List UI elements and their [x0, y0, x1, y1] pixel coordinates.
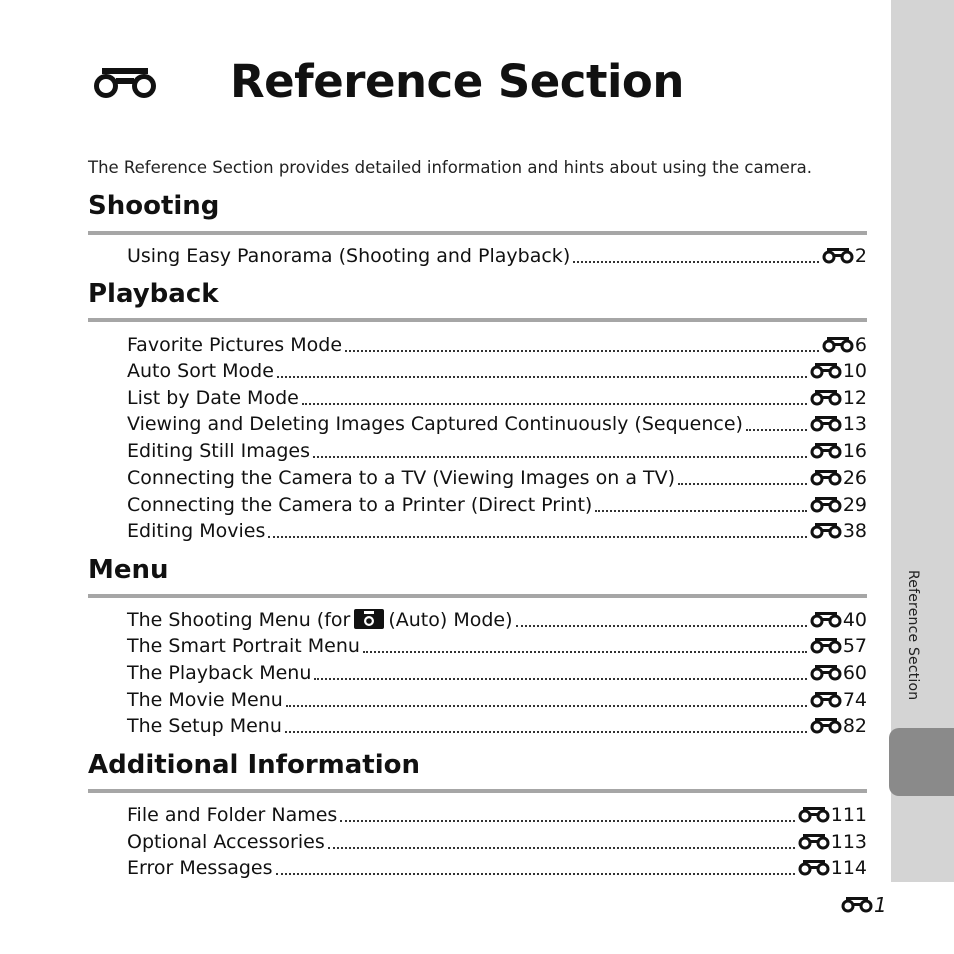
dot-leader [276, 872, 795, 875]
section-rule [88, 594, 867, 598]
section-heading-shooting: Shooting [88, 191, 220, 221]
toc-page-ref [810, 687, 867, 713]
toc-entry[interactable] [127, 660, 867, 686]
section-rule [88, 789, 867, 793]
reference-binoculars-icon [810, 637, 842, 655]
section-heading-playback: Playback [88, 279, 219, 309]
toc-page-number: 12 [842, 387, 867, 409]
reference-binoculars-icon [822, 336, 854, 354]
reference-binoculars-icon [810, 611, 842, 629]
toc-entry-label: List by Date Mode [127, 387, 299, 409]
toc-entry[interactable] [127, 633, 867, 659]
dot-leader [277, 375, 807, 378]
reference-binoculars-icon [798, 806, 830, 824]
binoculars-icon [90, 66, 160, 100]
reference-binoculars-icon [810, 442, 842, 460]
toc-entry-label-before: The Shooting Menu (for [127, 609, 351, 631]
toc-page-ref [810, 438, 867, 464]
toc-entry-label: The Playback Menu [127, 662, 312, 684]
dot-leader [313, 455, 807, 458]
dot-leader [573, 260, 819, 263]
toc-page-ref [810, 411, 867, 437]
section-heading-menu: Menu [88, 555, 169, 585]
dot-leader [268, 535, 806, 538]
toc-entry[interactable] [127, 607, 867, 633]
toc-page-ref [798, 802, 867, 828]
toc-page-ref [798, 829, 867, 855]
toc-page-ref [810, 358, 867, 384]
reference-binoculars-icon [822, 247, 854, 265]
toc-entry-label [127, 607, 513, 633]
toc-page-number: 60 [842, 662, 867, 684]
toc-page-number: 16 [842, 440, 867, 462]
toc-page-number: 13 [842, 413, 867, 435]
toc-entry[interactable] [127, 411, 867, 437]
toc-entry[interactable] [127, 438, 867, 464]
reference-binoculars-icon [810, 522, 842, 540]
toc-entry-label: The Setup Menu [127, 715, 282, 737]
toc-entry-label: The Movie Menu [127, 689, 283, 711]
intro-text: The Reference Section provides detailed information and hints about using the camera. [88, 158, 812, 177]
reference-binoculars-icon [810, 389, 842, 407]
toc-entry[interactable] [127, 829, 867, 855]
reference-binoculars-icon [798, 859, 830, 877]
page-number [840, 893, 887, 917]
toc-entry[interactable] [127, 687, 867, 713]
dot-leader [314, 677, 806, 680]
reference-binoculars-icon [810, 496, 842, 514]
toc-page-ref [810, 518, 867, 544]
toc-entry[interactable] [127, 855, 867, 881]
toc-entry-label: Error Messages [127, 857, 273, 879]
toc-page-number: 82 [842, 715, 867, 737]
toc-page-number: 111 [830, 804, 867, 826]
toc-entry[interactable] [127, 802, 867, 828]
toc-entry[interactable] [127, 243, 867, 269]
toc-page-ref [810, 465, 867, 491]
toc-entry-label: Using Easy Panorama (Shooting and Playback) [127, 245, 571, 267]
toc-entry[interactable] [127, 332, 867, 358]
toc-entry[interactable] [127, 492, 867, 518]
toc-page-number: 29 [842, 494, 867, 516]
dot-leader [363, 650, 807, 653]
reference-binoculars-icon [810, 362, 842, 380]
toc-entry[interactable] [127, 385, 867, 411]
dot-leader [746, 428, 807, 431]
toc-entry-label: Editing Still Images [127, 440, 311, 462]
side-tab-label: Reference Section [905, 570, 921, 701]
toc-page-ref [810, 385, 867, 411]
toc-page-ref [810, 492, 867, 518]
toc-entry-label: Viewing and Deleting Images Captured Continuously (Sequence) [127, 413, 743, 435]
reference-binoculars-icon [840, 896, 874, 914]
reference-binoculars-icon [810, 469, 842, 487]
toc-entry-label: Favorite Pictures Mode [127, 334, 343, 356]
dot-leader [340, 819, 794, 822]
toc-entry-label: Connecting the Camera to a TV (Viewing Images on a TV) [127, 467, 676, 489]
toc-page-number: 26 [842, 467, 867, 489]
toc-entry[interactable] [127, 518, 867, 544]
dot-leader [516, 624, 807, 627]
dot-leader [328, 846, 795, 849]
camera-auto-mode-icon [354, 609, 384, 629]
page-number-value: 1 [874, 893, 887, 917]
dot-leader [678, 482, 807, 485]
section-heading-additional-information: Additional Information [88, 750, 421, 780]
page-title: Reference Section [230, 55, 684, 108]
toc-entry[interactable] [127, 713, 867, 739]
toc-page-number: 57 [842, 635, 867, 657]
toc-entry-label-after: (Auto) Mode) [388, 609, 513, 631]
toc-page-ref [810, 633, 867, 659]
toc-page-ref [822, 243, 867, 269]
reference-binoculars-icon [810, 664, 842, 682]
toc-entry[interactable] [127, 465, 867, 491]
toc-page-ref [798, 855, 867, 881]
section-rule [88, 231, 867, 235]
toc-entry-label: Editing Movies [127, 520, 266, 542]
toc-page-number: 40 [842, 609, 867, 631]
reference-binoculars-icon [810, 717, 842, 735]
toc-entry[interactable] [127, 358, 867, 384]
toc-page-number: 6 [854, 334, 867, 356]
toc-page-ref [822, 332, 867, 358]
section-rule [88, 318, 867, 322]
toc-entry-label: Optional Accessories [127, 831, 325, 853]
toc-page-number: 10 [842, 360, 867, 382]
side-tab-marker [889, 728, 954, 796]
dot-leader [285, 730, 807, 733]
dot-leader [595, 509, 807, 512]
dot-leader [286, 704, 807, 707]
toc-page-number: 38 [842, 520, 867, 542]
toc-page-number: 113 [830, 831, 867, 853]
toc-page-ref [810, 713, 867, 739]
toc-page-number: 2 [854, 245, 867, 267]
reference-binoculars-icon [810, 691, 842, 709]
reference-binoculars-icon [798, 833, 830, 851]
dot-leader [345, 349, 819, 352]
toc-page-ref [810, 660, 867, 686]
toc-entry-label: The Smart Portrait Menu [127, 635, 360, 657]
toc-page-number: 114 [830, 857, 867, 879]
toc-entry-label: Auto Sort Mode [127, 360, 274, 382]
toc-entry-label: File and Folder Names [127, 804, 338, 826]
toc-entry-label: Connecting the Camera to a Printer (Direct Print) [127, 494, 593, 516]
reference-binoculars-icon [810, 415, 842, 433]
toc-page-ref [810, 607, 867, 633]
toc-page-number: 74 [842, 689, 867, 711]
dot-leader [302, 402, 807, 405]
